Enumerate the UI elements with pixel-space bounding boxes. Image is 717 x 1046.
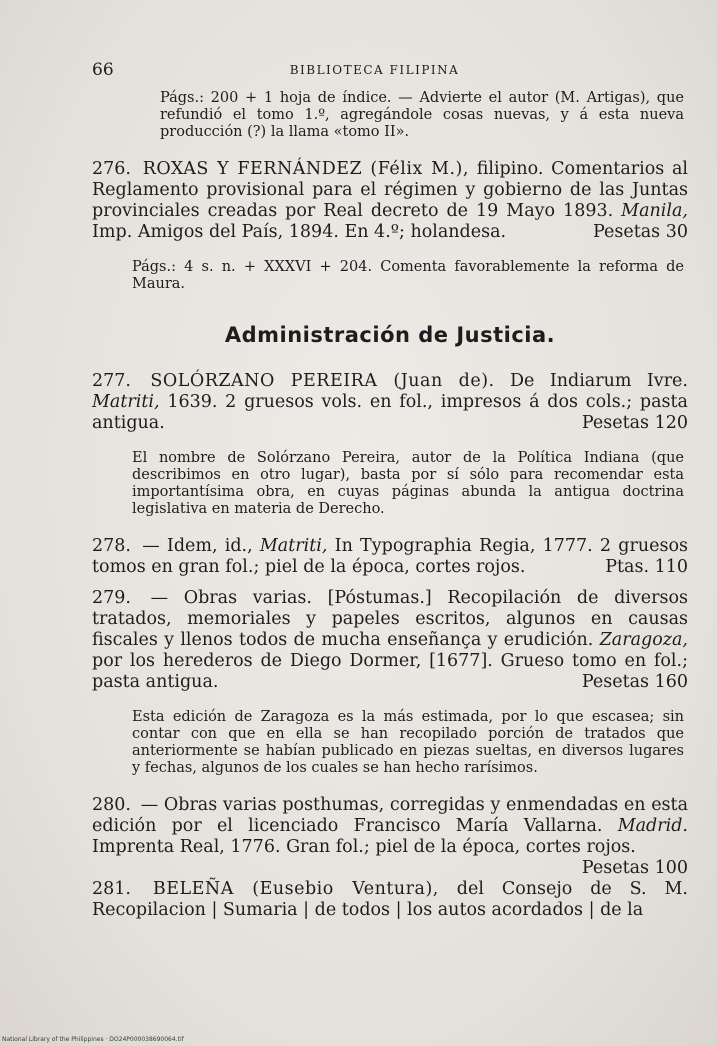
- page-header: [92, 60, 657, 84]
- entry-text: [Póstumas.] Recopilación de diversos tratados, memoriales y papeles escritos, algunos en causas fiscales y llenos todos de mucha enseñança y erudición.: [92, 588, 688, 650]
- entry-imprint: Imprenta Real, 1776. Gran fol.; piel de la época, cortes rojos.: [92, 837, 636, 857]
- entry-278: [92, 536, 688, 578]
- note-279: Esta edición de Zaragoza es la más estimada, por lo que escasea; sin contar con que en ella se han recopilado porción de tratados que anteriormente se habían publicado en piezas sueltas, en diversos lugares y fechas, algunos de los cuales se han hecho rarísimos.: [132, 709, 684, 776]
- entry-number: 277.: [92, 371, 131, 391]
- note-275: Págs.: 200 + 1 hoja de índice. — Advierte el autor (M. Artigas), que refundió el tomo 1.º, agregándole cosas nuevas, y á esta nueva producción (?) la llama «tomo II».: [160, 90, 684, 140]
- entry-number: 280.: [92, 795, 131, 815]
- running-title: BIBLIOTECA FILIPINA: [289, 63, 460, 77]
- entry-price: Pesetas 160: [581, 672, 688, 692]
- entry-price: Pesetas 100: [581, 858, 688, 878]
- entry-imprint-place: Matriti,: [92, 392, 160, 412]
- entry-text: De Indiarum Ivre.: [510, 371, 688, 391]
- entry-imprint: por los herederos de Diego Dormer, [1677]. Grueso tomo en fol.; pasta antigua.: [92, 651, 688, 692]
- note-277: El nombre de Solórzano Pereira, autor de la Política Indiana (que describimos en otro lugar), basta por sí sólo para recomendar esta importantísima obra, en cuyas páginas abunda la antigua doctrina legislativa en materia de Derecho.: [132, 450, 684, 517]
- entry-imprint: Imp. Amigos del País, 1894. En 4.º; holandesa.: [92, 222, 507, 242]
- entry-price: Pesetas 30: [593, 222, 688, 242]
- entry-277: [92, 371, 688, 434]
- entry-number: 281.: [92, 879, 131, 899]
- entry-author: SOLÓRZANO PEREIRA (Juan de).: [150, 371, 495, 391]
- entry-text: corregidas y enmendadas en esta edición por el licenciado Francisco María Vallarna.: [92, 795, 688, 836]
- entry-text: filipino. Comentarios al Reglamento provisional para el régimen y gobierno de las Juntas provinciales creadas por Real decreto de 19 Mayo 1893.: [92, 159, 688, 221]
- entry-imprint-place: Matriti,: [259, 536, 328, 556]
- entry-279: [92, 588, 688, 693]
- entry-author: — Obras varias.: [150, 588, 312, 608]
- scan-credit: National Library of the Philippines · DO24P000038690064.tif: [2, 1036, 184, 1043]
- entry-number: 279.: [92, 588, 131, 608]
- section-heading: Administración de Justicia.: [224, 323, 556, 347]
- entry-276: [92, 159, 688, 243]
- page-body: [92, 90, 688, 931]
- entry-number: 278.: [92, 536, 131, 556]
- entry-number: 276.: [92, 159, 131, 179]
- entry-price: Ptas. 110: [605, 557, 688, 577]
- entry-text: del Consejo de S. M. Recopilacion | Sumaria | de todos | los autos acordados | de la: [92, 879, 688, 920]
- entry-author: BELEÑA (Eusebio Ventura),: [152, 879, 439, 899]
- entry-author: — Idem, id.,: [142, 536, 253, 556]
- entry-imprint-place: Madrid.: [617, 816, 688, 836]
- entry-price: Pesetas 120: [581, 413, 688, 433]
- note-276: Págs.: 4 s. n. + XXXVI + 204. Comenta favorablemente la reforma de Maura.: [132, 259, 684, 292]
- page-number: 66: [92, 60, 114, 80]
- entry-281: [92, 879, 688, 921]
- entry-text: In Typographia Regia, 1777. 2 gruesos tomos en gran fol.; piel de la época, cortes rojos.: [92, 536, 688, 577]
- entry-author: — Obras varias posthumas,: [140, 795, 385, 815]
- entry-imprint-place: Manila,: [621, 201, 688, 221]
- entry-280: [92, 795, 688, 878]
- entry-imprint: 1639. 2 gruesos vols. en fol., impresos á dos cols.; pasta antigua.: [92, 392, 688, 433]
- entry-imprint-place: Zaragoza,: [599, 630, 688, 650]
- entry-author: ROXAS Y FERNÁNDEZ (Félix M.),: [142, 159, 469, 179]
